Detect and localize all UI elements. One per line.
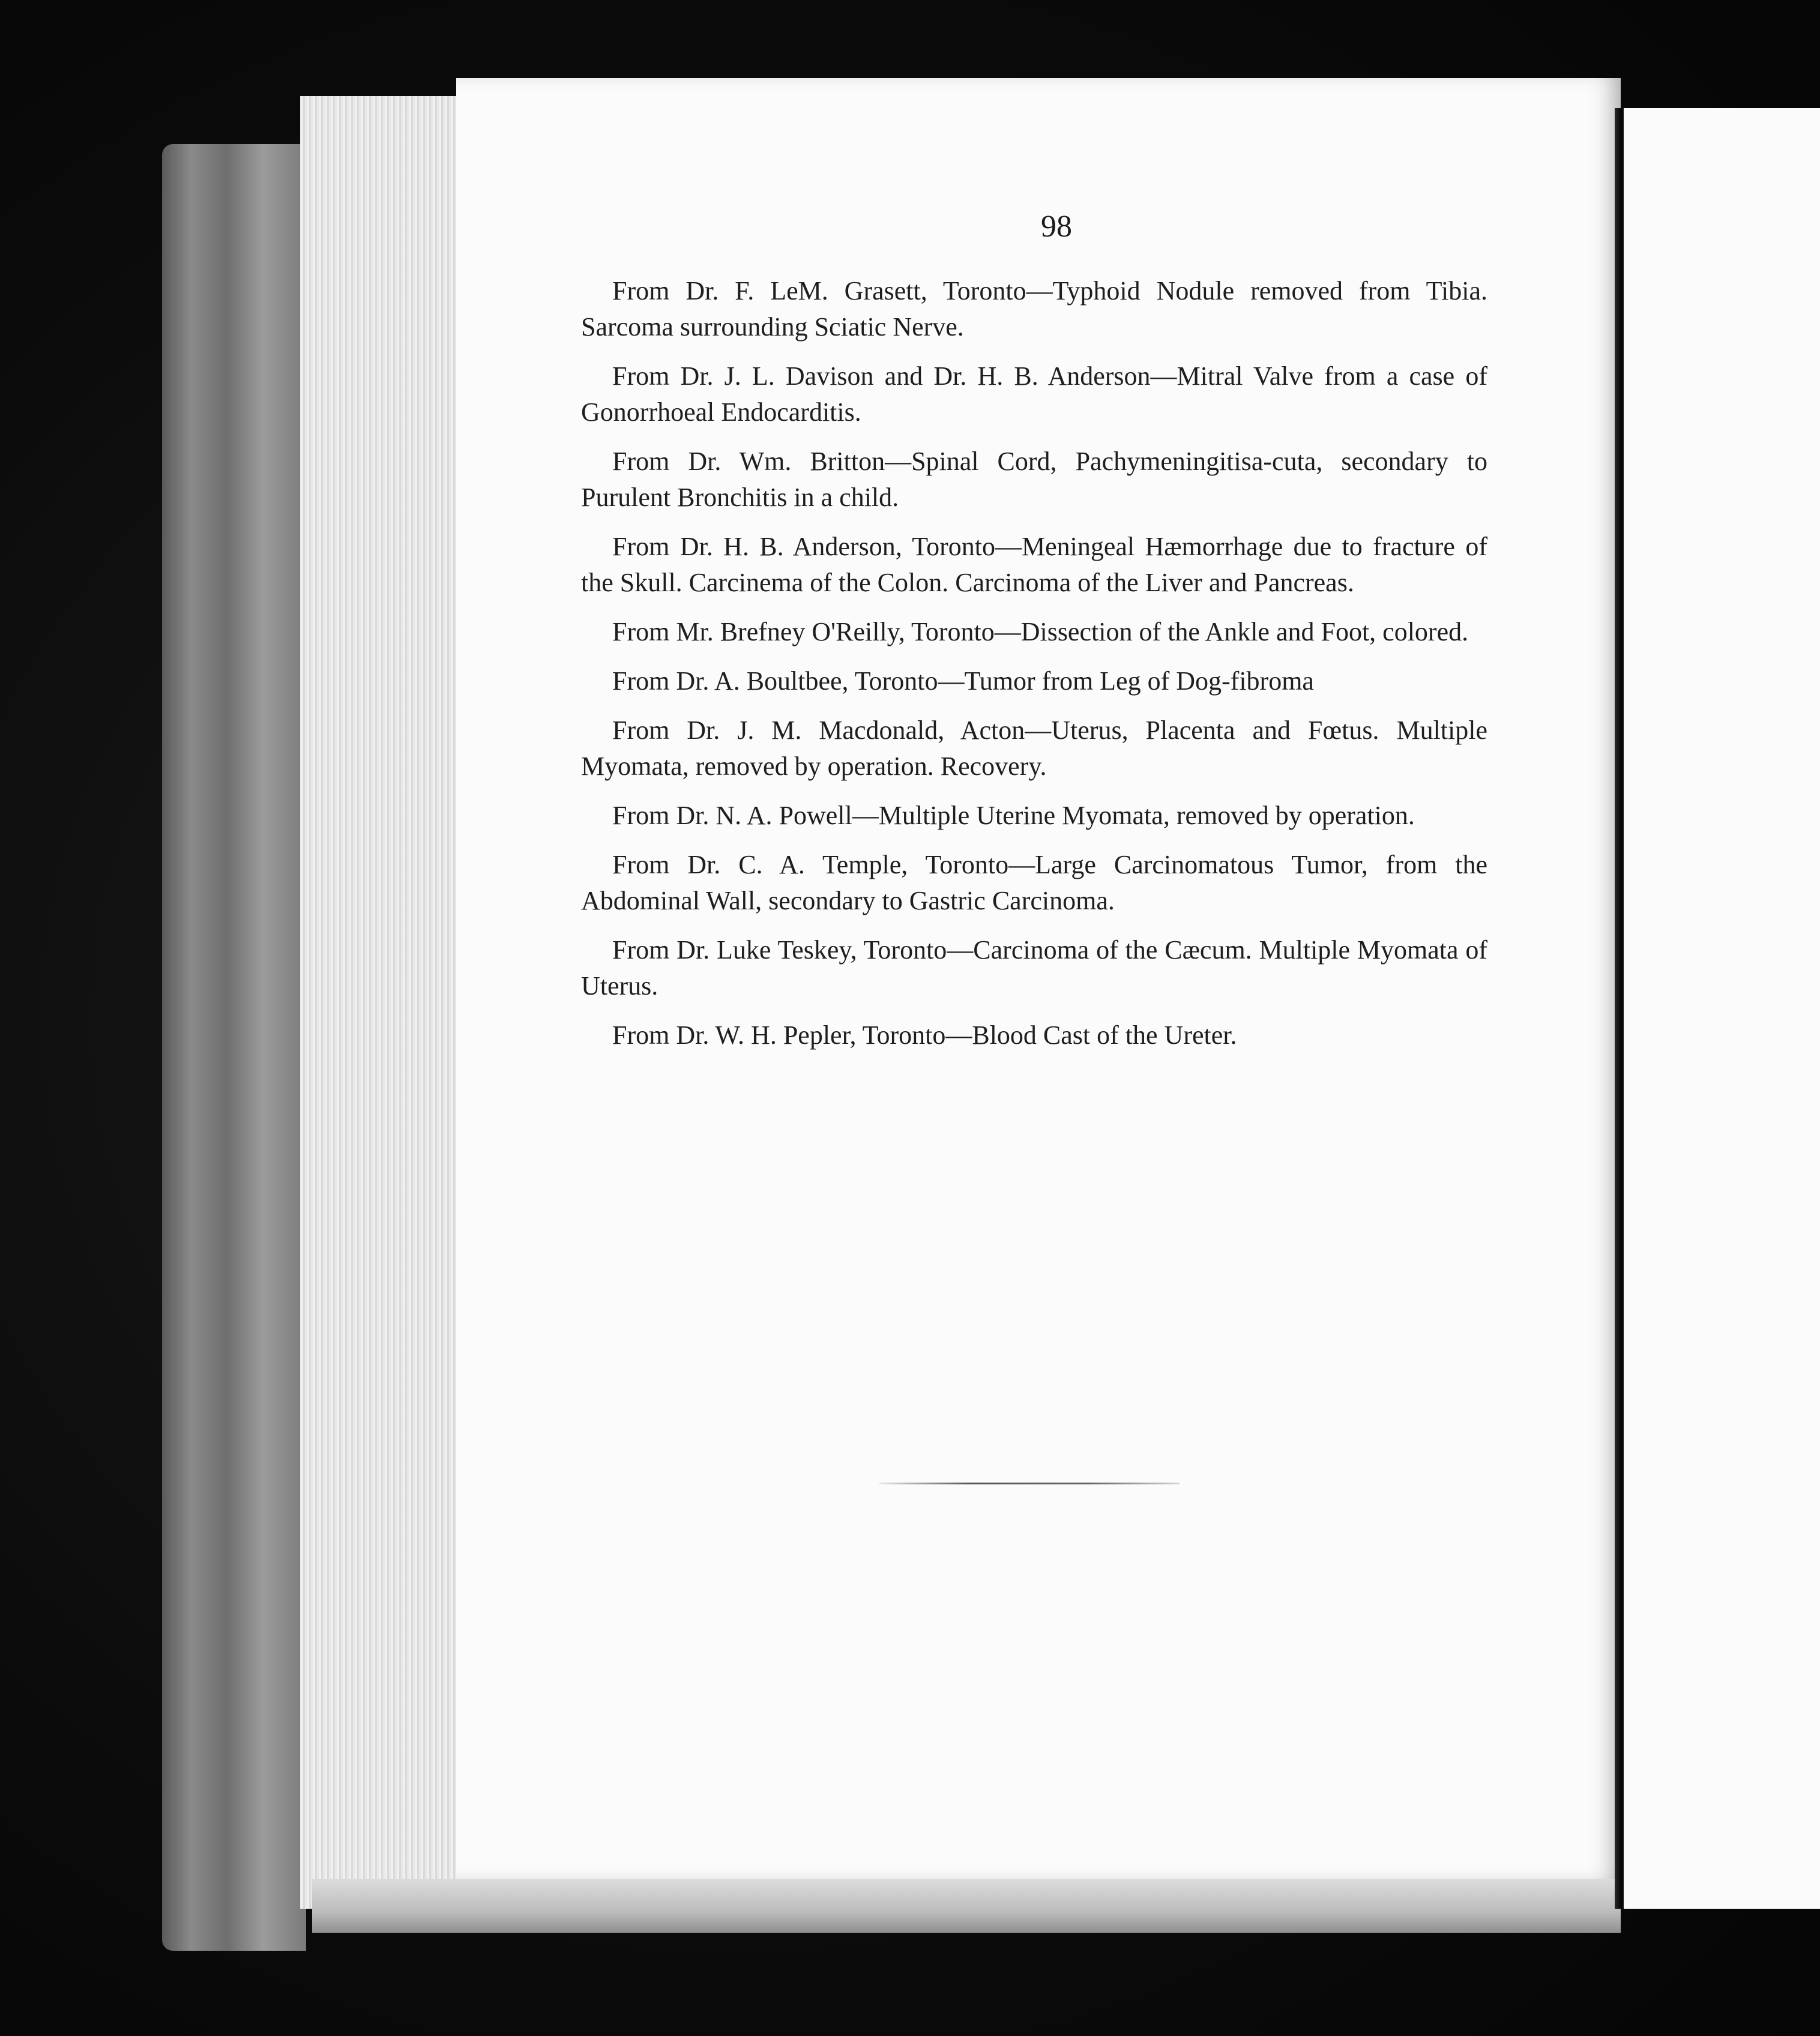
entry: From Dr. F. LeM. Grasett, Toronto—Typhoid Nodule removed from Tibia. Sarcoma surrounding Sciatic Nerve. bbox=[581, 276, 1487, 342]
entry: From Dr. N. A. Powell—Multiple Uterine Myomata, removed by operation. bbox=[612, 801, 1415, 830]
entry: From Dr. Wm. Britton—Spinal Cord, Pachymeningitisa-cuta, secondary to Purulent Bronchitis in a child. bbox=[581, 447, 1487, 512]
entry: From Dr. C. A. Temple, Toronto—Large Carcinomatous Tumor, from the Abdominal Wall, secondary to Gastric Carcinoma. bbox=[581, 850, 1487, 915]
section-rule bbox=[879, 1483, 1180, 1484]
entry: From Dr. A. Boultbee, Toronto—Tumor from Leg of Dog-fibroma bbox=[612, 666, 1314, 696]
book-cover-edge bbox=[162, 144, 306, 1951]
page-number: 98 bbox=[1041, 209, 1072, 244]
entry: From Dr. H. B. Anderson, Toronto—Meningeal Hæmorrhage due to fracture of the Skull. Carcinema of the Colon. Carcinoma of the Liver and Pancreas. bbox=[581, 532, 1487, 597]
entry: From Dr. J. L. Davison and Dr. H. B. Anderson—Mitral Valve from a case of Gonorrhoeal Endocarditis. bbox=[581, 361, 1487, 427]
page-stack-edge bbox=[300, 96, 462, 1909]
book-bottom-edge bbox=[312, 1879, 1621, 1933]
specimen-list bbox=[581, 273, 1487, 1067]
right-page bbox=[1624, 108, 1820, 1909]
entry: From Dr. J. M. Macdonald, Acton—Uterus, Placenta and Fœtus. Multiple Myomata, removed by operation. Recovery. bbox=[581, 715, 1487, 781]
entry: From Dr. W. H. Pepler, Toronto—Blood Cast of the Ureter. bbox=[612, 1020, 1237, 1050]
entry: From Mr. Brefney O'Reilly, Toronto—Dissection of the Ankle and Foot, colored. bbox=[612, 617, 1469, 646]
entry: From Dr. Luke Teskey, Toronto—Carcinoma of the Cæcum. Multiple Myomata of Uterus. bbox=[581, 935, 1487, 1001]
